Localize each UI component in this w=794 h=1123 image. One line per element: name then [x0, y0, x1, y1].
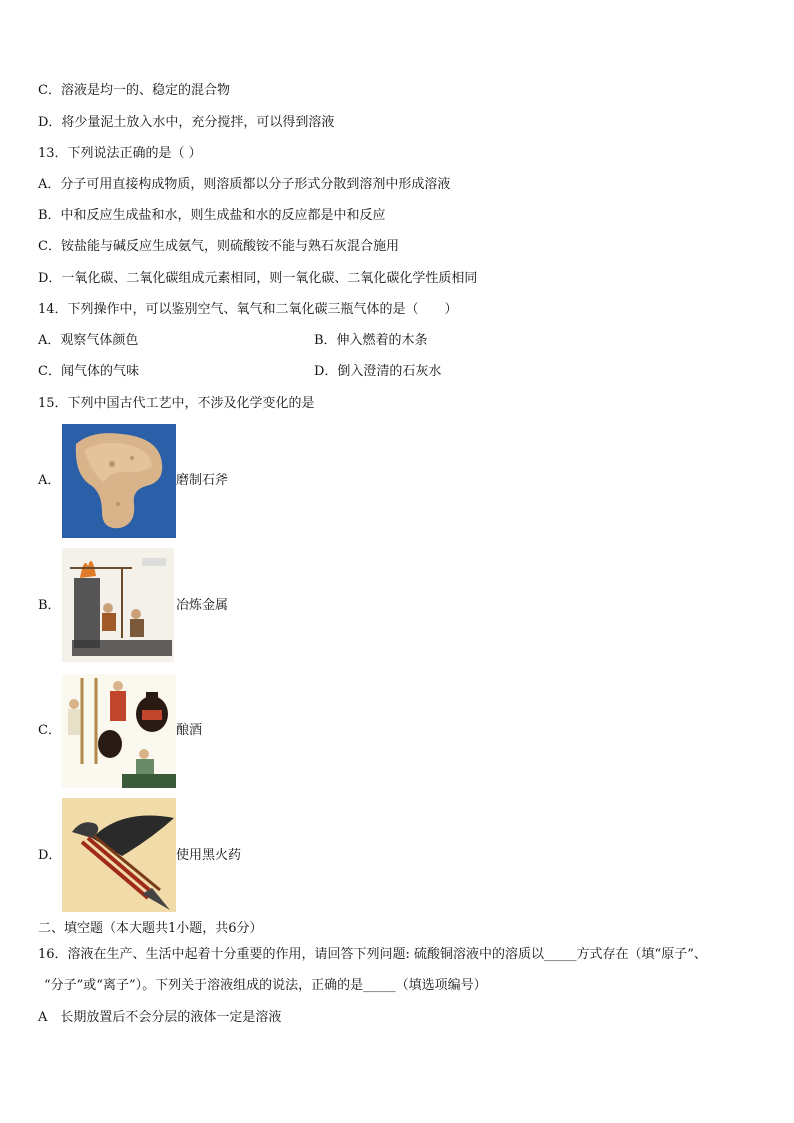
q15-option-a-text: 磨制石斧	[176, 473, 229, 488]
section-2-heading: 二、填空题（本大题共1小题，共6分）	[38, 921, 263, 936]
metal-smelting-image	[62, 548, 174, 662]
q15-stem: 15．下列中国古代工艺中，不涉及化学变化的是	[38, 396, 315, 411]
q15-option-b-text: 冶炼金属	[176, 598, 229, 613]
q14-option-c: C．闻气体的气味	[38, 364, 139, 379]
q14-option-a: A．观察气体颜色	[38, 333, 139, 348]
black-powder-rocket-image	[62, 798, 176, 912]
q13-option-d: D．一氧化碳、二氧化碳组成元素相同，则一氧化碳、二氧化碳化学性质相同	[38, 271, 478, 286]
q16-option-a: A 长期放置后不会分层的液体一定是溶液	[38, 1010, 282, 1025]
q13-option-b: B．中和反应生成盐和水，则生成盐和水的反应都是中和反应	[38, 208, 386, 223]
q15-option-c-text: 酿酒	[176, 723, 203, 738]
q14-option-b: B．伸入燃着的木条	[314, 333, 428, 348]
brewing-wine-image	[62, 674, 176, 788]
q15-option-d-label: D．	[38, 848, 62, 863]
q15-option-c-label: C．	[38, 723, 61, 738]
stone-axe-image	[62, 424, 176, 538]
q16-stem-line-2: “分子”或“离子”）。下列关于溶液组成的说法，正确的是_____（填选项编号）	[44, 978, 487, 993]
q14-stem: 14．下列操作中，可以鉴别空气、氧气和二氧化碳三瓶气体的是（ ）	[38, 302, 458, 317]
q13-stem: 13．下列说法正确的是（ ）	[38, 146, 202, 161]
q16-stem-line-1: 16．溶液在生产、生活中起着十分重要的作用，请回答下列问题: 硫酸铜溶液中的溶质以_____方式存在（填“原子”、	[38, 947, 707, 962]
q15-option-d-text: 使用黑火药	[176, 848, 242, 863]
q15-option-b-label: B．	[38, 598, 61, 613]
q15-option-a-label: A．	[38, 473, 61, 488]
q14-option-d: D．倒入澄清的石灰水	[314, 364, 442, 379]
q12-option-d: D．将少量泥土放入水中，充分搅拌，可以得到溶液	[38, 115, 335, 130]
q13-option-a: A．分子可用直接构成物质，则溶质都以分子形式分散到溶剂中形成溶液	[38, 177, 451, 192]
q13-option-c: C．铵盐能与碱反应生成氨气，则硫酸铵不能与熟石灰混合施用	[38, 239, 399, 254]
q12-option-c: C．溶液是均一的、稳定的混合物	[38, 83, 230, 98]
